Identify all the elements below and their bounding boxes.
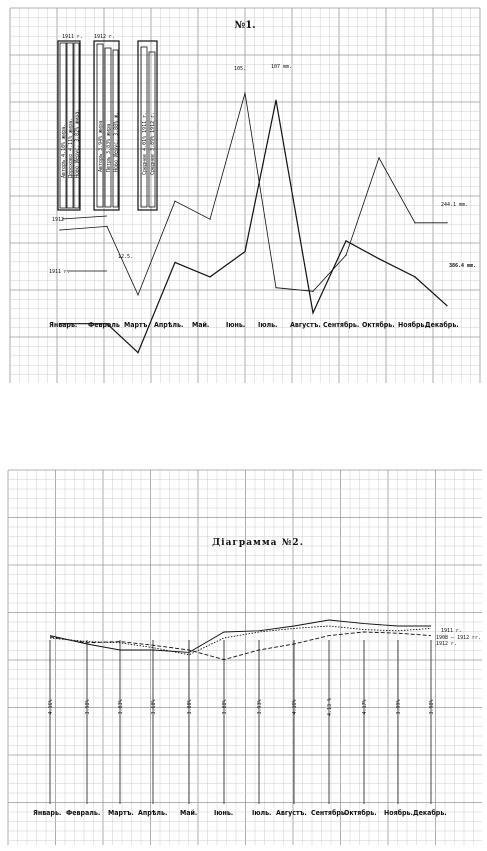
chart-2-month-value: 4.17%: [362, 699, 368, 715]
chart-2-month-value: 3.68%: [151, 699, 157, 715]
chart-1-title: №1.: [234, 20, 256, 31]
chart-1-point: [275, 100, 276, 101]
chart-1-point: [414, 222, 415, 223]
chart-2-month-label: Май.: [180, 809, 198, 817]
chart-1-legend-1912: [94, 34, 120, 210]
legend-1912-year: 1912 г.: [94, 34, 116, 40]
chart-1-month-label: Сентябрь.: [323, 321, 360, 329]
chart-1-month-label: Декабрь.: [425, 321, 459, 329]
chart-2-month-label: Iюль.: [252, 809, 272, 817]
chart-1-point: [137, 294, 138, 295]
chart-2-month-label: Декабрь.: [413, 809, 447, 817]
peak-label-1912: 105.: [234, 66, 247, 72]
legend-2-1912: 1912 г.: [436, 641, 458, 647]
chart-2-month-label: Августъ.: [276, 809, 307, 817]
legend-2-1908-1912: 1908 – 1912 гг.: [436, 635, 482, 641]
end-label-1911: 386.4 mm.: [449, 263, 477, 269]
chart-2-month-label: Iюнь.: [214, 809, 234, 817]
chart-1-point: [244, 92, 245, 93]
chart-1-point: [414, 276, 415, 277]
chart-1-point: [209, 276, 210, 277]
chart-2-grid: [8, 470, 482, 845]
chart-1-legend-1911: [58, 34, 83, 210]
series-1911-start-label: 1911 г.: [49, 269, 71, 275]
chart-1-point: [275, 287, 276, 288]
chart-1-point: [378, 157, 379, 158]
legend-1911-year: 1911 г.: [62, 34, 84, 40]
chart-1-month-label: Августъ.: [290, 321, 321, 329]
chart-2-series-line: [50, 632, 431, 660]
legend-mean-line-2: Среднее 3.89% 1912 г.: [150, 111, 156, 175]
chart-1-month-label: Iюнь.: [226, 321, 246, 329]
chart-2-title: Діаграмма №2.: [212, 538, 304, 548]
chart-1-month-label: Iюль.: [258, 321, 278, 329]
chart-1-point: [446, 305, 447, 306]
chart-2-month-value: 4.13 %: [327, 697, 333, 717]
chart-2-month-value: 3.80%: [187, 699, 193, 715]
legend-1912-line-2: Петръ 3.83% жира: [106, 123, 112, 172]
chart-1-month-label: Апрѣль.: [154, 321, 184, 329]
chart-1-month-label: Ноябрь.: [398, 321, 427, 329]
chart-2-month-values: [48, 698, 435, 716]
chart-2-month-value: 4.16%: [292, 699, 298, 715]
chart-1-point: [106, 226, 107, 227]
chart-1-point: [174, 262, 175, 263]
chart-1-month-label: Мартъ.: [124, 321, 150, 329]
chart-2-month-stems: [50, 640, 431, 804]
chart-1-month-label: Май.: [192, 321, 210, 329]
legend-mean-line-1: Среднее 4.01% 1911 г.: [142, 111, 148, 175]
chart-1-point: [345, 240, 346, 241]
chart-1-point: [59, 229, 60, 230]
chart-2-month-label: Февраль.: [66, 809, 101, 817]
chart-1-point: [378, 258, 379, 259]
chart-1-point: [446, 222, 447, 223]
chart-2-month-value: 3.98%: [429, 699, 435, 715]
legend-1911-line-3: Ново Иерус. 3.82% жира.: [74, 108, 81, 178]
chart-2-month-value: 3.93%: [257, 699, 263, 715]
chart-1-month-label: Январь.: [49, 321, 78, 329]
chart-1-month-label: Октябрь.: [362, 321, 395, 329]
chart-2-month-value: 3.83%: [118, 699, 124, 715]
chart-1-legend-mean: [138, 41, 157, 210]
chart-1-month-label: Февраль: [88, 321, 120, 329]
chart-1-point: [312, 312, 313, 313]
chart-2-month-label: Сентябрь.: [311, 809, 348, 817]
chart-2-month-value: 3.88%: [222, 699, 228, 715]
peak-label-1911: 107 mm.: [271, 64, 293, 70]
legend-1911-line-2: Дорохово 4.11% жира.: [68, 117, 74, 178]
chart-1-point: [345, 255, 346, 256]
legend-2-1911: 1911 г.: [441, 628, 463, 634]
chart-2-month-labels: [33, 809, 447, 817]
chart-2-month-label: Апрѣль.: [138, 809, 168, 817]
legend-1912-line-1: Авторъ 3.94% жира: [98, 120, 104, 172]
legend-1911-line-1: Авторъ 4.10% жира.: [61, 123, 67, 178]
series-1912-start-label: 1912: [52, 217, 65, 223]
point-label-march: 12.5.: [118, 254, 134, 260]
chart-2-month-value: 3.98%: [85, 699, 91, 715]
chart-1-point: [244, 251, 245, 252]
chart-2-month-label: Октябрь.: [344, 809, 377, 817]
chart-1-point: [174, 201, 175, 202]
series-1912-label-leader: [62, 216, 107, 219]
chart-2-month-label: Мартъ.: [108, 809, 134, 817]
end-label-1912: 244.1 mm.: [441, 202, 469, 208]
chart-2-month-label: Январь.: [33, 809, 62, 817]
chart-1-point: [137, 352, 138, 353]
chart-2-series-line: [50, 620, 431, 652]
chart-2-series: [50, 620, 431, 660]
chart-2-month-label: Ноябрь.: [384, 809, 413, 817]
chart-1-point: [312, 291, 313, 292]
legend-1912-line-3: Ново Иерус. 3.88% ж.: [113, 111, 120, 172]
chart-2-month-value: 3.99%: [396, 699, 402, 715]
chart-2-month-value: 4.16%: [48, 699, 54, 715]
chart-1-point: [209, 219, 210, 220]
